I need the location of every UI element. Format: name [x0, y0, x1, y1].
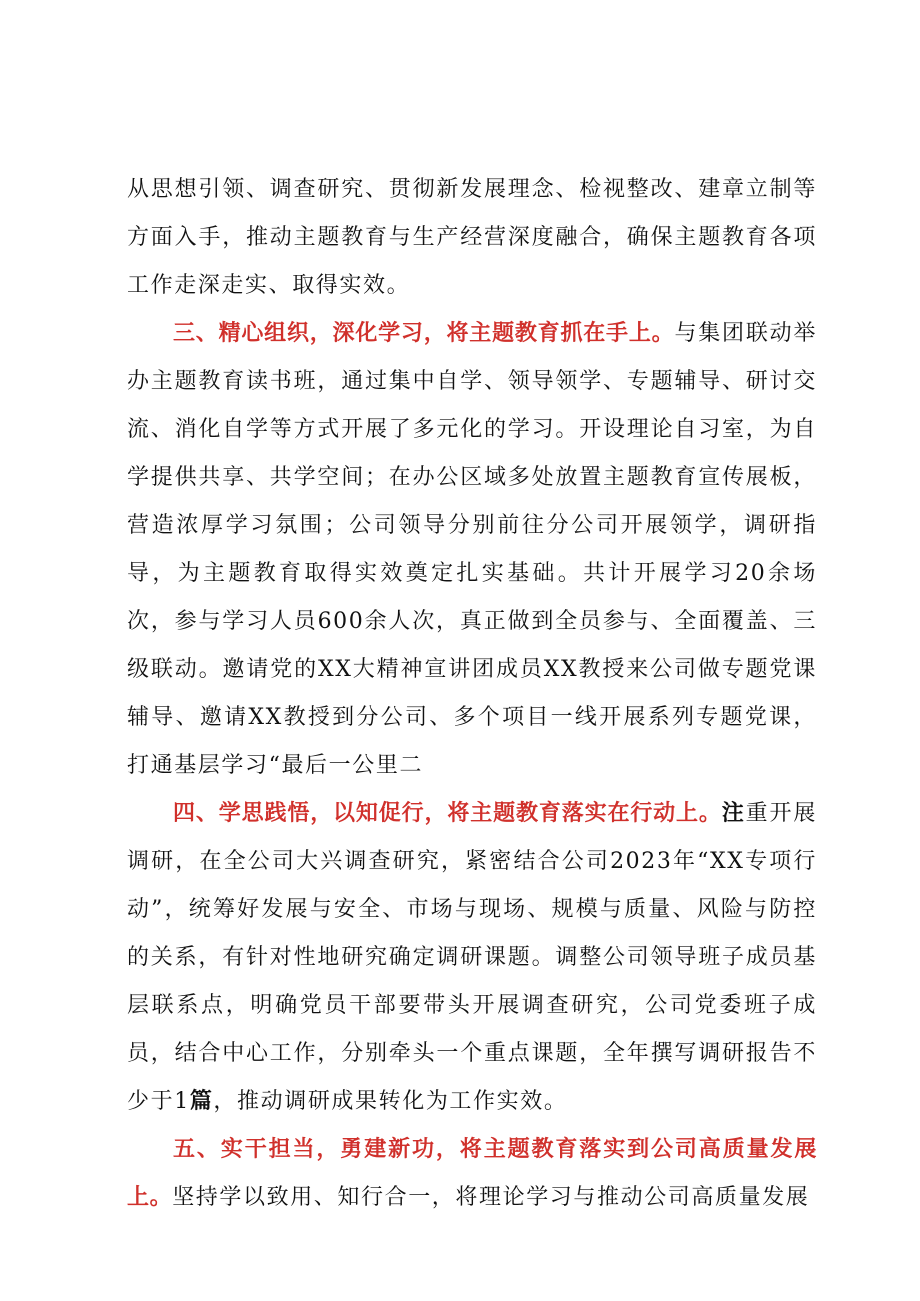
section-3-body: 与集团联动举办主题教育读书班，通过集中自学、领导领学、专题辅导、研讨交流、消化自学等方式开展了多元化的学习。开设理论自习室，为自学提供共享、共学空间；在办公区域多处放置主题教育宣传展板，营造浓厚学习氛围；公司领导分别前往分公司开展领学，调研指导，为主题教育取得实效奠定扎实基础。共计开展学习20余场次，参与学习人员600余人次，真正做到全员参与、全面覆盖、三级联动。邀请党的XX大精神宣讲团成员XX教授来公司做专题党课辅导、邀请XX教授到分公司、多个项目一线开展系列专题党课，打通基层学习“最后一公里二 — [127, 321, 817, 778]
section-4-body-part-2: ，推动调研成果转化为工作实效。 — [213, 1089, 568, 1114]
section-3-heading: 三、精心组织，深化学习，将主题教育抓在手上。 — [173, 321, 675, 346]
paragraph-section-5 — [127, 1126, 817, 1222]
section-5-heading: 五、实干担当，勇建新功，将主题教育落实到公司高质量发展上。 — [127, 1137, 817, 1210]
section-4-bold-lead: 注 — [721, 801, 746, 826]
section-4-heading: 四、学思践悟，以知促行，将主题教育落实在行动上。 — [173, 801, 722, 826]
document-body — [127, 166, 817, 1222]
section-5-body: 坚持学以致用、知行合一，将理论学习与推动公司高质量发展 — [172, 1185, 810, 1210]
paragraph-text: 从思想引领、调查研究、贯彻新发展理念、检视整改、建章立制等方面入手，推动主题教育与生产经营深度融合，确保主题教育各项工作走深走实、取得实效。 — [127, 177, 817, 298]
paragraph-section-4 — [127, 790, 817, 1126]
section-4-body-part-1: 重开展调研，在全公司大兴调查研究，紧密结合公司2023年“XX专项行动”，统筹好发展与安全、市场与现场、规模与质量、风险与防控的关系，有针对性地研究确定调研课题。调整公司领导班子成员基层联系点，明确党员干部要带头开展调查研究，公司党委班子成员，结合中心工作，分别牵头一个重点课题，全年撰写调研报告不少于1 — [127, 801, 817, 1114]
paragraph-section-3 — [127, 310, 817, 790]
paragraph-intro-continuation — [127, 166, 817, 310]
section-4-bold-word: 篇 — [189, 1089, 214, 1114]
